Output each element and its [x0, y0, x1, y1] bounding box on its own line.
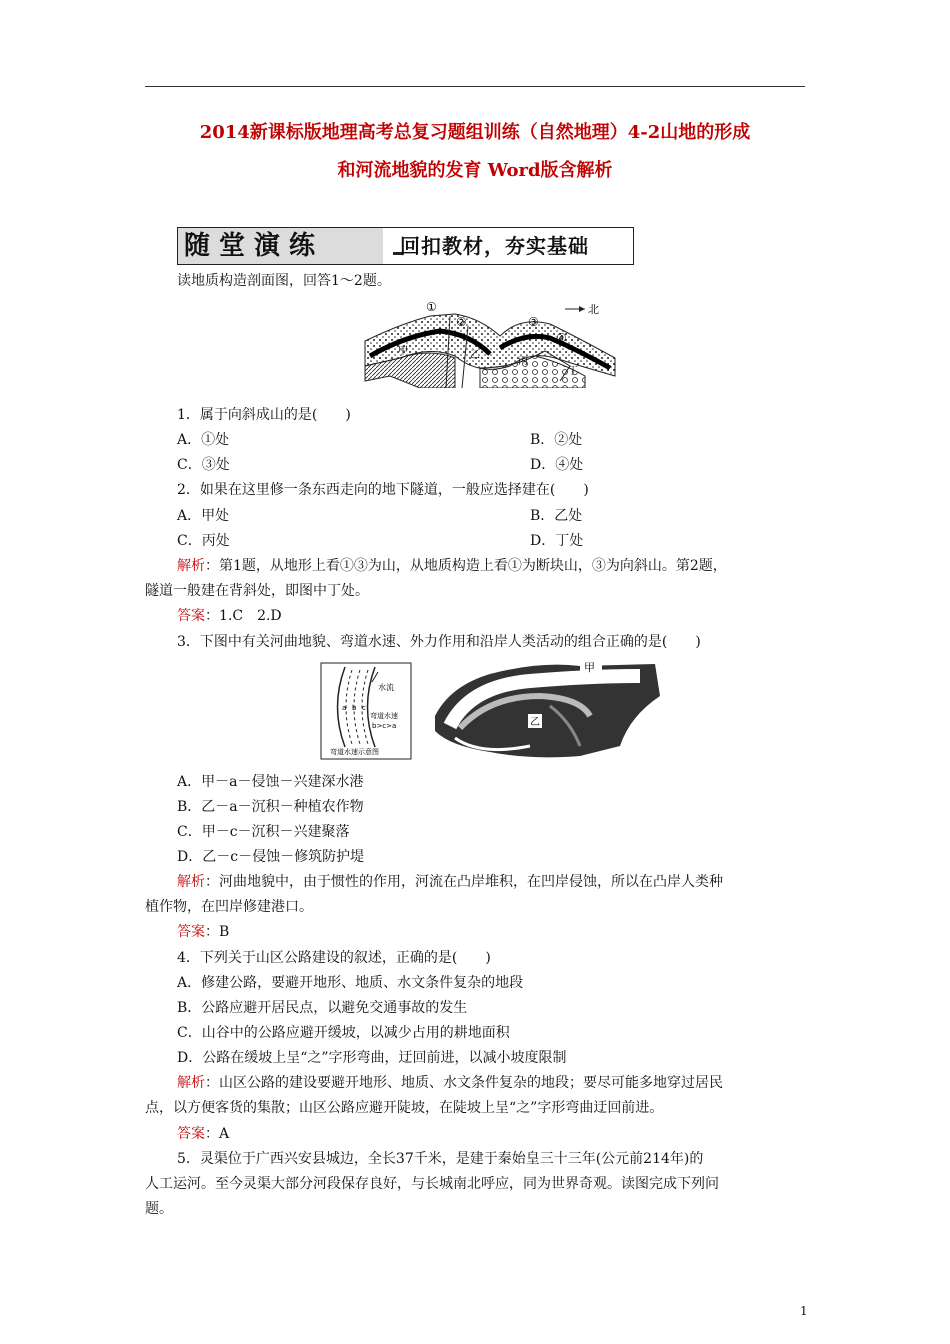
q2-option-d: D．丁处	[530, 533, 584, 549]
header-rule	[145, 86, 805, 87]
answer-label: 答案	[177, 924, 205, 940]
water-flow-label: 水流	[378, 683, 394, 692]
banner-right: 回扣教材，夯实基础	[400, 234, 589, 258]
q3-option-c: C．甲－c－沉积－兴建聚落	[177, 824, 350, 840]
doc-title-line1: 2014新课标版地理高考总复习题组训练（自然地理）4-2山地的形成	[199, 122, 751, 143]
analysis-4-line2: 点，以方便客货的集散；山区公路应避开陡坡，在陡坡上呈“之”字形弯曲迂回前进。	[145, 1100, 664, 1116]
q4-stem: 4．下列关于山区公路建设的叙述，正确的是( )	[177, 950, 491, 966]
analysis-text: ：山区公路的建设要避开地形、地质、水文条件复杂的地段；要尽可能多地穿过居民	[205, 1075, 723, 1091]
meander-jia: 甲	[584, 661, 595, 674]
answer-3	[177, 922, 229, 942]
answer-1	[177, 606, 282, 626]
place-ding: 丁	[568, 366, 578, 377]
q2-option-a: A．甲处	[177, 508, 230, 524]
q5-line3: 题。	[145, 1201, 173, 1217]
point-b: b	[352, 704, 357, 712]
answer-text: ：B	[205, 924, 230, 940]
q2-option-b: B．乙处	[530, 508, 583, 524]
q1-stem: 1．属于向斜成山的是( )	[177, 407, 351, 423]
section-banner	[177, 227, 634, 265]
analysis-4-line1	[177, 1073, 723, 1093]
label-3: ③	[528, 315, 539, 329]
speed-order: b>c>a	[372, 722, 397, 730]
label-1: ①	[426, 300, 437, 314]
bend-speed-diagram	[320, 662, 412, 760]
place-bing: 丙	[518, 356, 528, 367]
q2-option-c: C．丙处	[177, 533, 230, 549]
answer-label: 答案	[177, 608, 205, 624]
intro-text: 读地质构造剖面图，回答1～2题。	[177, 273, 391, 289]
analysis-1-line1	[177, 556, 727, 576]
q1-option-b: B．②处	[530, 432, 583, 448]
bend-speed-label: 弯道水速	[370, 712, 398, 720]
q3-option-d: D．乙－c－侵蚀－修筑防护堤	[177, 849, 365, 865]
label-4: ④	[556, 331, 567, 345]
q1-option-c: C．③处	[177, 457, 230, 473]
analysis-label: 解析	[177, 1075, 205, 1091]
q3-option-a: A．甲－a－侵蚀－兴建深水港	[177, 774, 364, 790]
label-2: ②	[456, 315, 467, 329]
q4-option-d: D．公路在缓坡上呈“之”字形弯曲，迂回前进，以减小坡度限制	[177, 1050, 567, 1066]
answer-4	[177, 1124, 229, 1144]
point-a: a	[342, 704, 347, 712]
q1-option-a: A．①处	[177, 432, 230, 448]
q5-line2: 人工运河。至今灵渠大部分河段保存良好，与长城南北呼应，同为世界奇观。读图完成下列问	[145, 1176, 719, 1192]
q4-option-a: A．修建公路，要避开地形、地质、水文条件复杂的地段	[177, 975, 524, 991]
analysis-text: ：第1题，从地形上看①③为山，从地质构造上看①为断块山，③为向斜山。第2题，	[205, 558, 727, 574]
q3-stem: 3．下图中有关河曲地貌、弯道水速、外力作用和沿岸人类活动的组合正确的是( )	[177, 634, 701, 650]
meander-yi: 乙	[530, 717, 540, 728]
north-label: 北	[588, 303, 599, 316]
analysis-3-line1	[177, 872, 723, 892]
analysis-1-line2: 隧道一般建在背斜处，即图中丁处。	[145, 583, 369, 599]
page-number: 1	[800, 1304, 808, 1318]
place-yi: 乙	[470, 350, 480, 361]
answer-text: ：1.C 2.D	[205, 608, 282, 624]
diagram-caption: 弯道水速示意图	[330, 748, 379, 756]
banner-left: 随堂演练	[178, 228, 383, 264]
analysis-3-line2: 植作物，在凹岸修建港口。	[145, 899, 313, 915]
analysis-text: ：河曲地貌中，由于惯性的作用，河流在凸岸堆积，在凹岸侵蚀，所以在凸岸人类种	[205, 874, 723, 890]
doc-title-line2: 和河流地貌的发育 Word版含解析	[337, 160, 613, 181]
answer-label: 答案	[177, 1126, 205, 1142]
q4-option-b: B．公路应避开居民点，以避免交通事故的发生	[177, 1000, 468, 1016]
q5-line1: 5．灵渠位于广西兴安县城边，全长37千米，是建于秦始皇三十三年(公元前214年)的	[177, 1151, 704, 1167]
analysis-label: 解析	[177, 874, 205, 890]
q2-stem: 2．如果在这里修一条东西走向的地下隧道，一般应选择建在( )	[177, 482, 589, 498]
geologic-section-figure	[360, 296, 620, 388]
q4-option-c: C．山谷中的公路应避开缓坡，以减少占用的耕地面积	[177, 1025, 510, 1041]
q1-option-d: D．④处	[530, 457, 584, 473]
point-c: c	[362, 704, 366, 712]
q3-option-b: B．乙－a－沉积－种植农作物	[177, 799, 364, 815]
meander-landscape-figure	[430, 656, 666, 760]
analysis-label: 解析	[177, 558, 205, 574]
place-jia: 甲	[398, 346, 408, 357]
answer-text: ：A	[205, 1126, 230, 1142]
